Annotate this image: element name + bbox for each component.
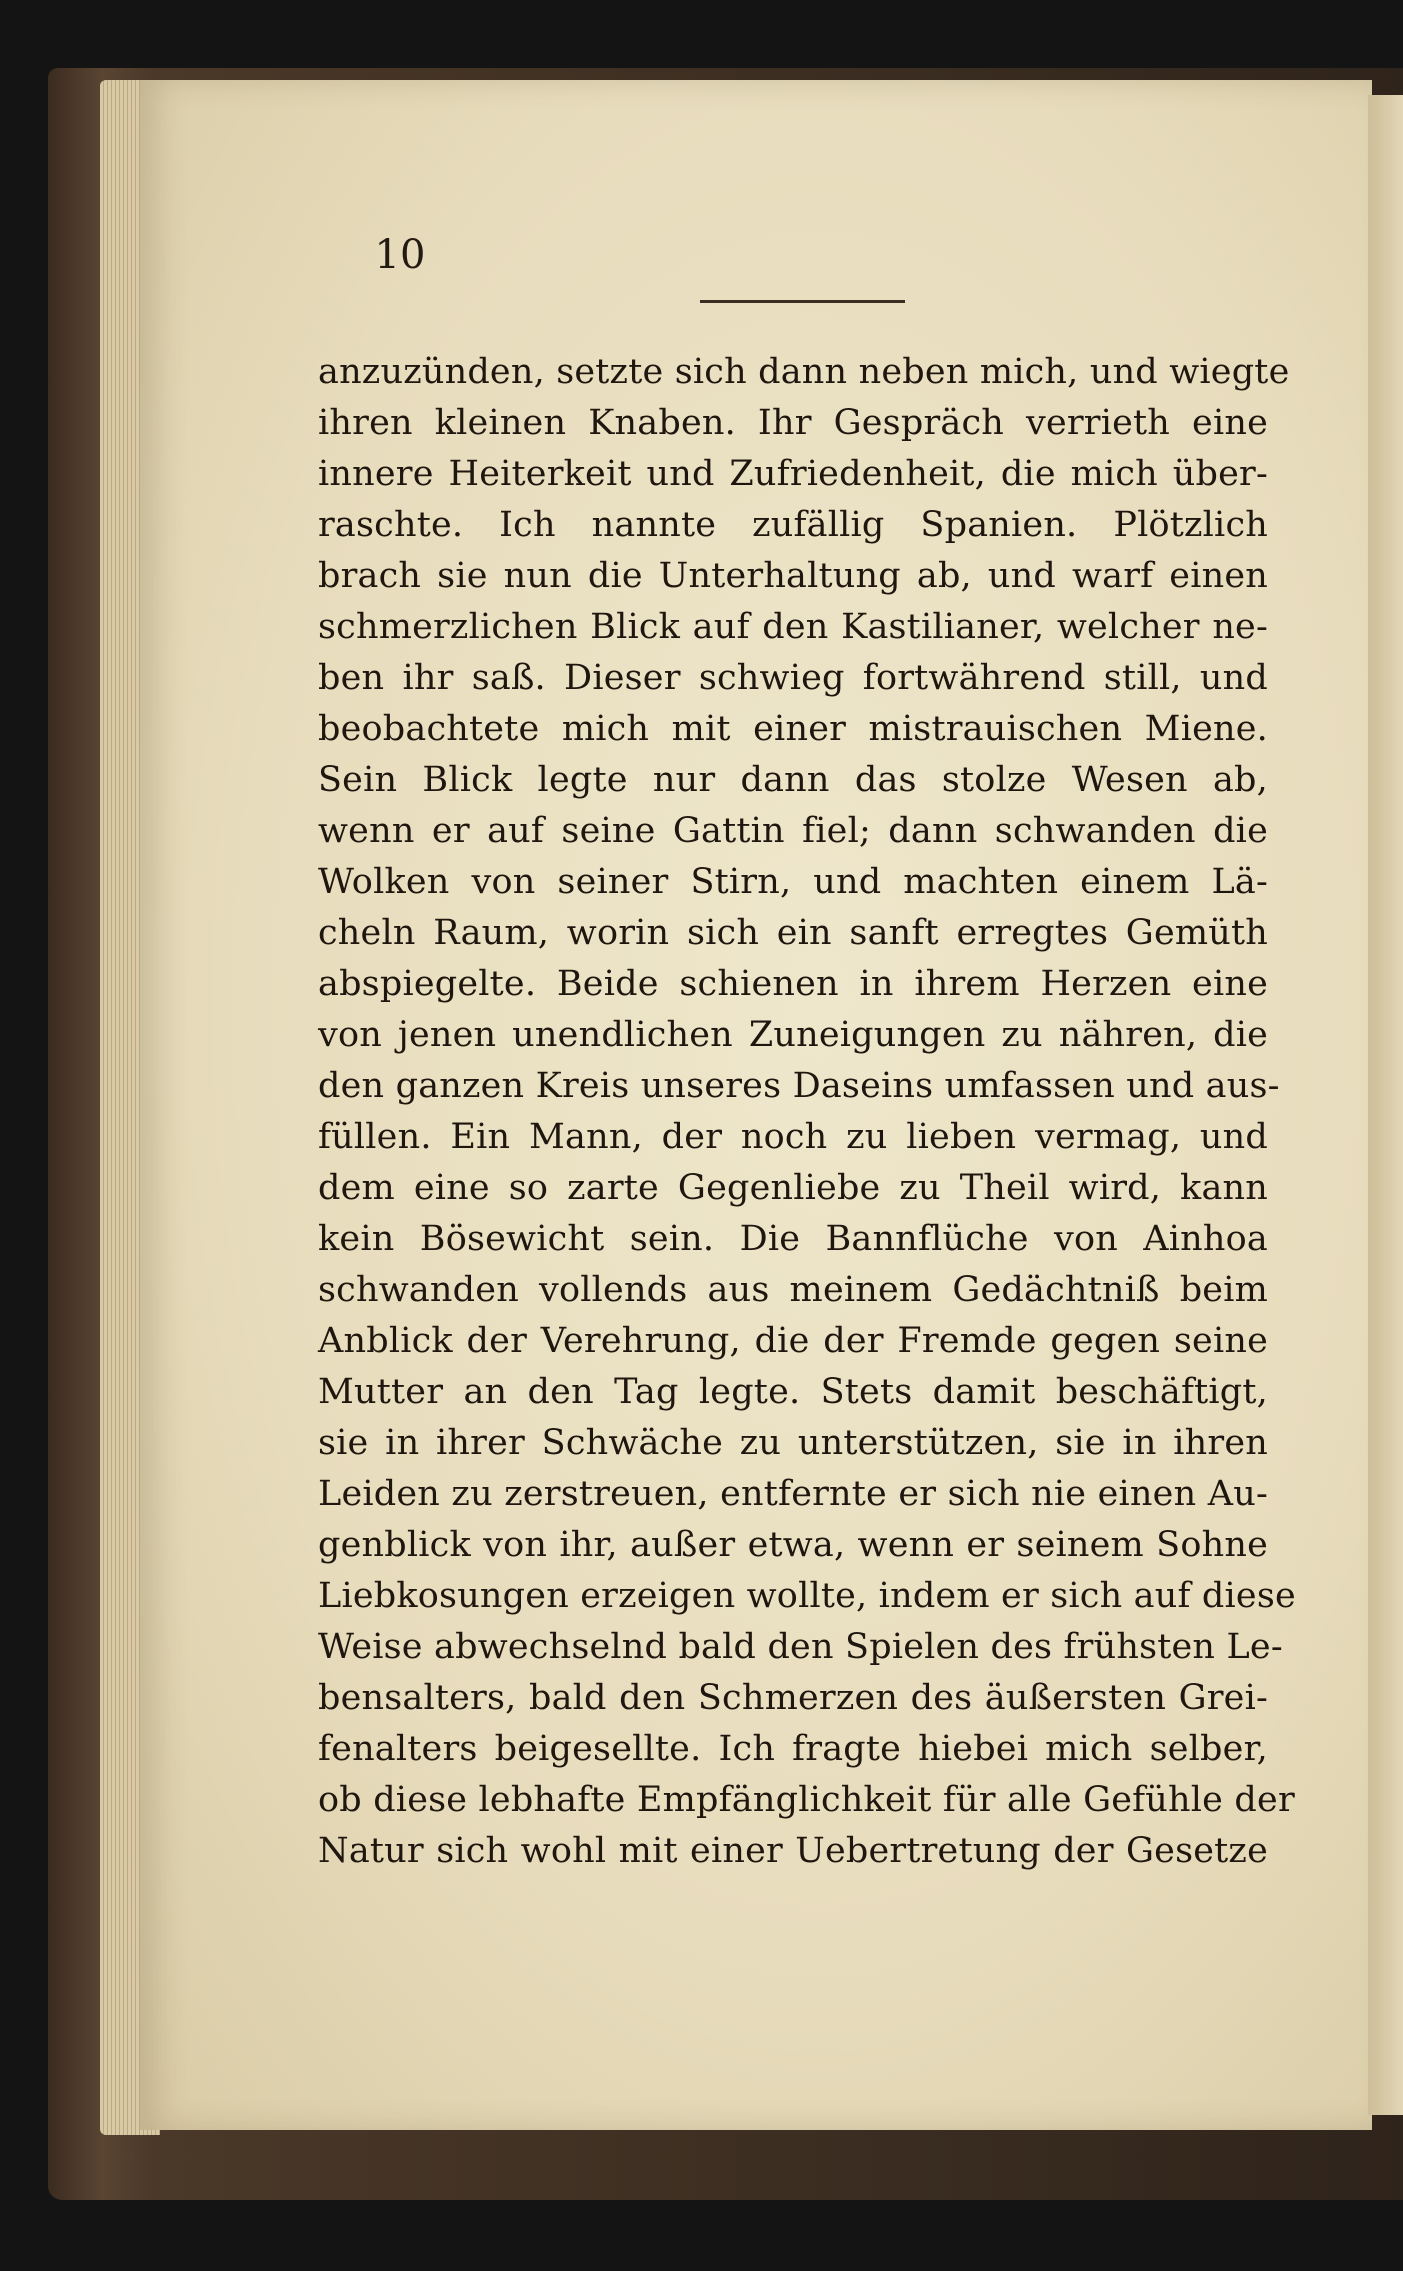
text-line: cheln Raum, worin sich ein sanft erregtes Gemüth <box>318 913 1268 953</box>
text-line: Liebkosungen erzeigen wollte, indem er sich auf diese <box>318 1576 1296 1616</box>
text-line: den ganzen Kreis unseres Daseins umfassen und aus- <box>318 1066 1280 1106</box>
text-line: sie in ihrer Schwäche zu unterstützen, sie in ihren <box>318 1423 1268 1463</box>
text-line: Mutter an den Tag legte. Stets damit beschäftigt, <box>318 1372 1268 1412</box>
text-line: von jenen unendlichen Zuneigungen zu nähren, die <box>318 1015 1268 1055</box>
text-line: kein Bösewicht sein. Die Bannflüche von Ainhoa <box>318 1219 1268 1259</box>
text-line: raschte. Ich nannte zufällig Spanien. Plötzlich <box>318 505 1268 545</box>
text-line: genblick von ihr, außer etwa, wenn er seinem Sohne <box>318 1525 1268 1565</box>
header-rule <box>700 300 905 303</box>
text-line: innere Heiterkeit und Zufriedenheit, die mich über- <box>318 454 1268 494</box>
text-line: Wolken von seiner Stirn, und machten einem Lä- <box>318 862 1268 902</box>
text-line: Weise abwechselnd bald den Spielen des frühsten Le- <box>318 1627 1283 1667</box>
text-line: abspiegelte. Beide schienen in ihrem Herzen eine <box>318 964 1268 1004</box>
page-number: 10 <box>374 232 426 278</box>
text-line: ben ihr saß. Dieser schwieg fortwährend still, und <box>318 658 1268 698</box>
text-line: wenn er auf seine Gattin fiel; dann schwanden die <box>318 811 1268 851</box>
next-page-edge <box>1368 95 1403 2115</box>
text-line: bensalters, bald den Schmerzen des äußersten Grei- <box>318 1678 1268 1718</box>
text-line: Anblick der Verehrung, die der Fremde gegen seine <box>318 1321 1268 1361</box>
text-line: schmerzlichen Blick auf den Kastilianer, welcher ne- <box>318 607 1268 647</box>
text-line: dem eine so zarte Gegenliebe zu Theil wird, kann <box>318 1168 1268 1208</box>
text-line: füllen. Ein Mann, der noch zu lieben vermag, und <box>318 1117 1268 1157</box>
text-line: ihren kleinen Knaben. Ihr Gespräch verrieth eine <box>318 403 1268 443</box>
text-line: Sein Blick legte nur dann das stolze Wesen ab, <box>318 760 1268 800</box>
text-line: beobachtete mich mit einer mistrauischen Miene. <box>318 709 1268 749</box>
text-line: ob diese lebhafte Empfänglichkeit für alle Gefühle der <box>318 1780 1295 1820</box>
text-line: schwanden vollends aus meinem Gedächtniß beim <box>318 1270 1268 1310</box>
text-line: fenalters beigesellte. Ich fragte hiebei mich selber, <box>318 1729 1268 1769</box>
text-line: brach sie nun die Unterhaltung ab, und warf einen <box>318 556 1268 596</box>
text-line: Natur sich wohl mit einer Uebertretung der Gesetze <box>318 1831 1268 1871</box>
text-line: anzuzünden, setzte sich dann neben mich, und wiegte <box>318 352 1290 392</box>
text-line: Leiden zu zerstreuen, entfernte er sich nie einen Au- <box>318 1474 1268 1514</box>
